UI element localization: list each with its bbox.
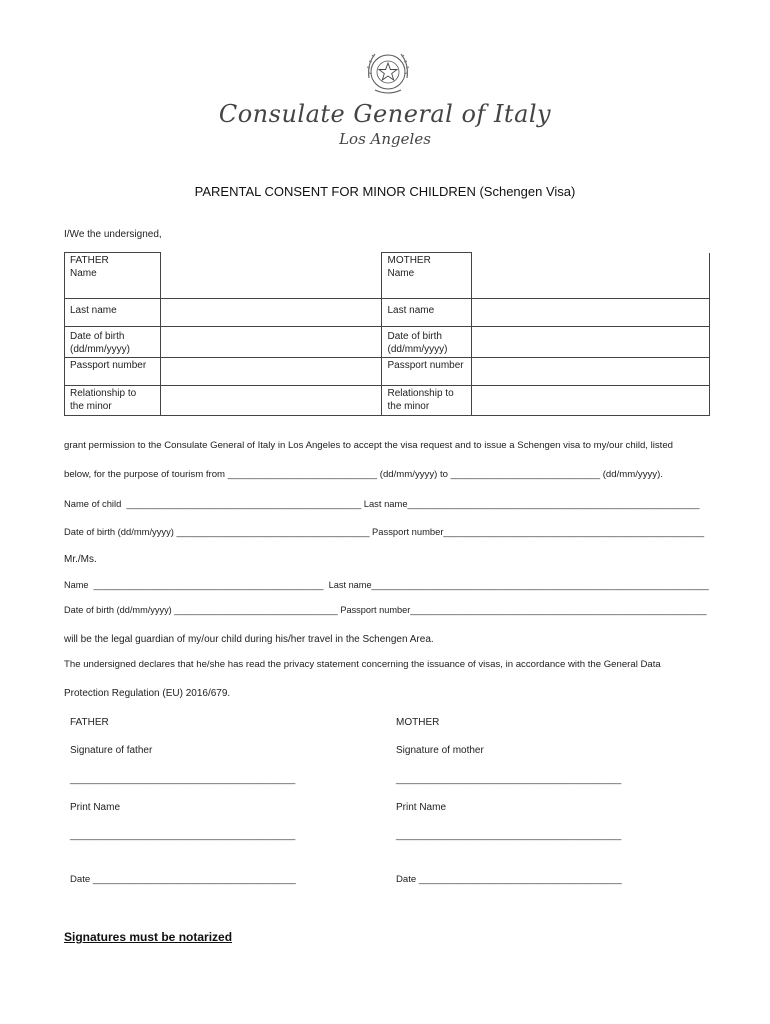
father-name-label: Name [70, 268, 97, 279]
mother-dob-field[interactable] [472, 327, 710, 358]
intro-text: I/We the undersigned, [64, 229, 162, 240]
mother-relationship-label: Relationship to the minor [382, 386, 472, 416]
page-title: PARENTAL CONSENT FOR MINOR CHILDREN (Schengen Visa) [194, 184, 576, 199]
father-passport-field[interactable] [160, 358, 382, 386]
father-name-cell [65, 253, 161, 299]
father-signature-heading: FATHER [70, 717, 109, 728]
mother-signature-heading: MOTHER [396, 717, 440, 728]
father-passport-label: Passport number [65, 358, 161, 386]
mother-lastname-label: Last name [382, 299, 472, 327]
permission-text-line1: grant permission to the Consulate General of Italy in Los Angeles to accept the visa request and to issue a Schengen visa to my/our child, listed [64, 440, 674, 451]
privacy-text-line2: Protection Regulation (EU) 2016/679. [64, 688, 231, 699]
mother-passport-label: Passport number [382, 358, 472, 386]
guardian-statement: will be the legal guardian of my/our child during his/her travel in the Schengen Area. [64, 634, 434, 645]
father-dob-field[interactable] [160, 327, 382, 358]
father-relationship-label: Relationship to the minor [65, 386, 161, 416]
notarization-note: Signatures must be notarized [64, 930, 233, 944]
father-signature-line[interactable]: _____________________________________________ [70, 774, 296, 784]
table-row [65, 327, 710, 358]
logo-title: Consulate General of Italy [218, 100, 552, 128]
father-lastname-label: Last name [65, 299, 161, 327]
mother-passport-field[interactable] [472, 358, 710, 386]
mother-name-label: Name [387, 268, 415, 279]
father-dob-label: Date of birth (dd/mm/yyyy) [65, 327, 161, 358]
mother-name-cell [382, 253, 472, 299]
italian-emblem-icon [361, 44, 415, 98]
privacy-text-line1: The undersigned declares that he/she has read the privacy statement concerning the issuance of visas, in accordance with the General Data [64, 659, 661, 670]
father-print-name-line[interactable]: _____________________________________________ [70, 830, 296, 840]
child-name-line[interactable]: Name of child _____________________________________________ Last name________________________________________________________ [64, 498, 700, 509]
father-heading: FATHER [70, 255, 109, 266]
table-row [65, 299, 710, 327]
table-row [65, 253, 710, 299]
mother-date-line[interactable]: Date ______________________________________ [396, 874, 622, 885]
child-dob-line[interactable]: Date of birth (dd/mm/yyyy) _____________________________________ Passport number__________________________________________________ [64, 526, 705, 537]
permission-text-line2: below, for the purpose of tourism from ____________________________ (dd/mm/yyyy) to ____________________________ (dd/mm/yyyy). [64, 469, 663, 480]
father-name-field[interactable] [160, 253, 382, 299]
mother-print-name-line[interactable]: _____________________________________________ [396, 830, 622, 840]
guardian-name-line[interactable]: Name _____________________________________________ Last name__________________________________________________________________ [64, 580, 709, 590]
parents-table [64, 252, 710, 416]
father-print-name-label: Print Name [70, 802, 121, 813]
guardian-dob-line[interactable]: Date of birth (dd/mm/yyyy) ________________________________ Passport number__________________________________________________________ [64, 605, 707, 615]
mother-print-name-label: Print Name [396, 802, 447, 813]
mother-name-field[interactable] [472, 253, 710, 299]
mother-dob-label: Date of birth (dd/mm/yyyy) [382, 327, 472, 358]
logo-subtitle: Los Angeles [339, 130, 431, 148]
mother-lastname-field[interactable] [472, 299, 710, 327]
father-relationship-field[interactable] [160, 386, 382, 416]
mother-signature-label: Signature of mother [396, 745, 484, 756]
father-date-line[interactable]: Date ______________________________________ [70, 874, 296, 885]
mother-signature-line[interactable]: _____________________________________________ [396, 774, 622, 784]
table-row [65, 386, 710, 416]
mother-relationship-field[interactable] [472, 386, 710, 416]
mother-heading: MOTHER [387, 255, 431, 266]
father-signature-label: Signature of father [70, 745, 153, 756]
father-lastname-field[interactable] [160, 299, 382, 327]
mr-ms-label: Mr./Ms. [64, 554, 97, 565]
table-row [65, 358, 710, 386]
